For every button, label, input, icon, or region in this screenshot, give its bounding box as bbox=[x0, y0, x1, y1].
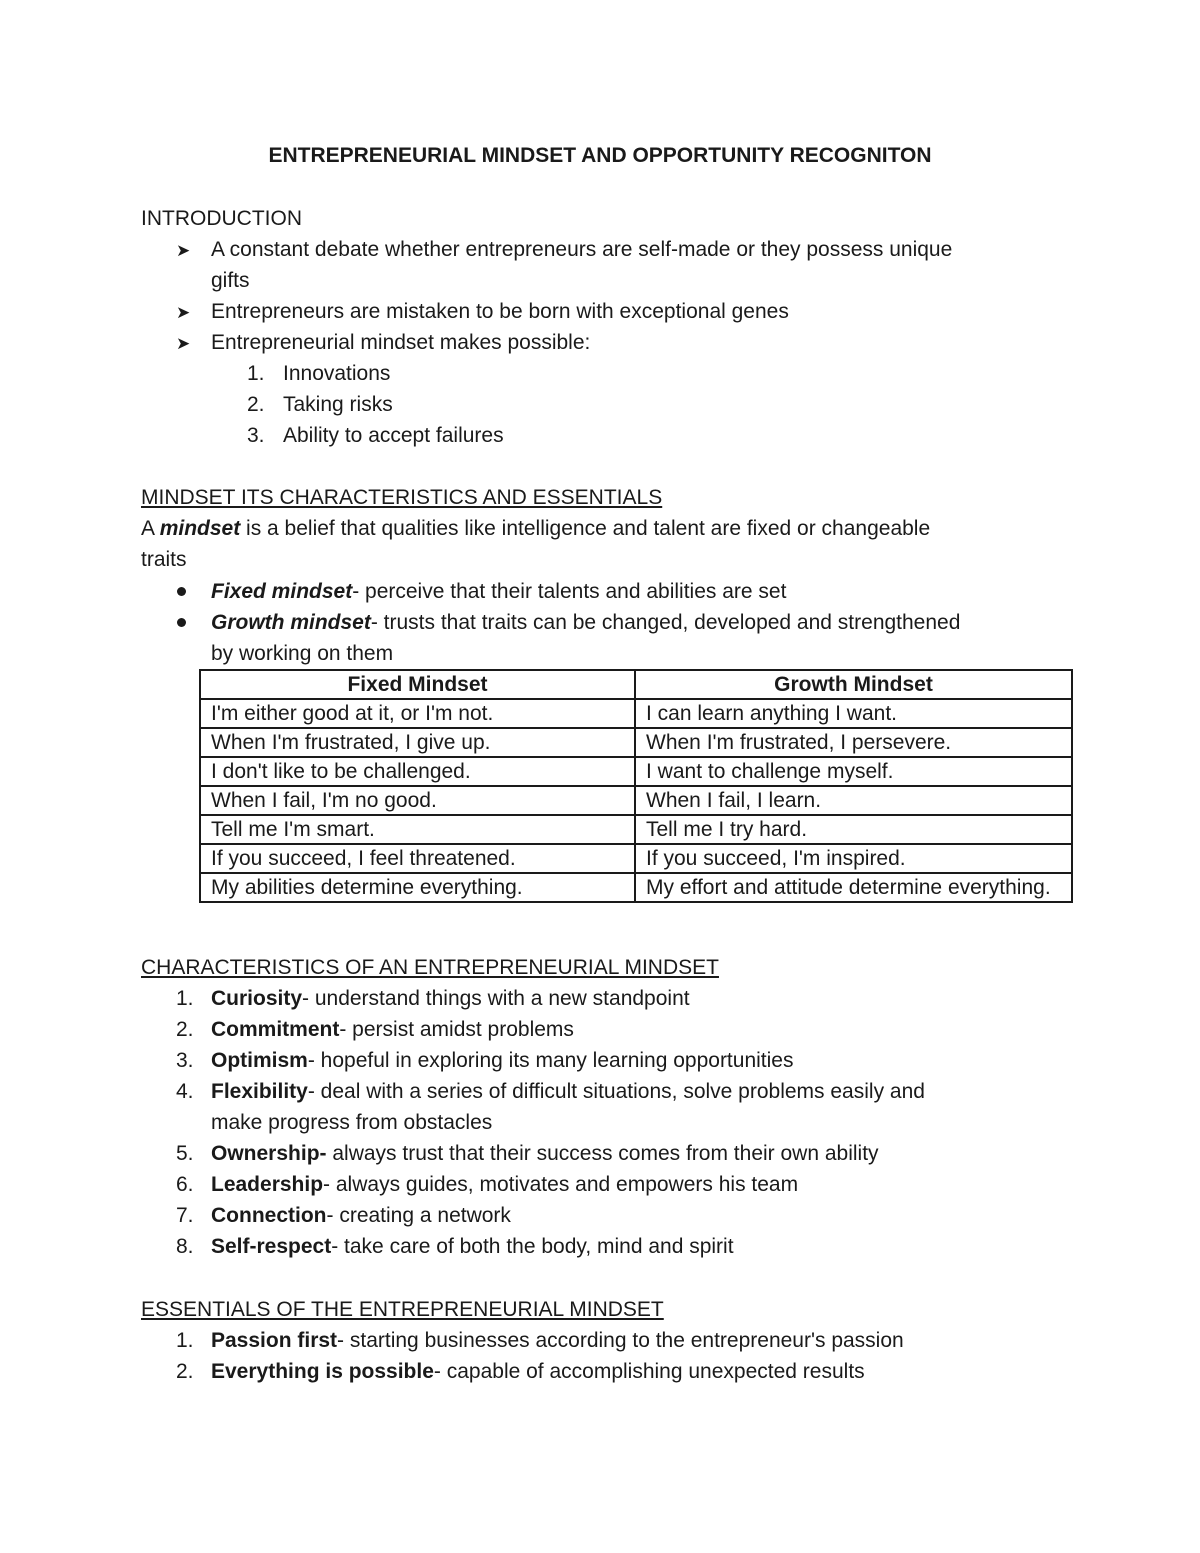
table-cell: I want to challenge myself. bbox=[635, 757, 1072, 786]
characteristic-item: Connection- creating a network bbox=[211, 1204, 511, 1227]
characteristic-item: Flexibility- deal with a series of difficult situations, solve problems easily and bbox=[211, 1080, 925, 1103]
characteristic-item-cont: make progress from obstacles bbox=[211, 1111, 493, 1134]
list-number: 3. bbox=[247, 424, 265, 447]
bullet-icon bbox=[177, 587, 186, 596]
list-number: 6. bbox=[176, 1173, 194, 1196]
characteristic-item: Curiosity- understand things with a new standpoint bbox=[211, 987, 690, 1010]
intro-bullet-1: A constant debate whether entrepreneurs are self-made or they possess unique bbox=[211, 238, 953, 261]
table-cell: I'm either good at it, or I'm not. bbox=[200, 699, 635, 728]
table-cell: When I fail, I learn. bbox=[635, 786, 1072, 815]
mindset-comparison-table bbox=[199, 669, 1073, 903]
mindset-definition: A mindset is a belief that qualities like intelligence and talent are fixed or changeable bbox=[141, 517, 931, 540]
table-cell: When I'm frustrated, I give up. bbox=[200, 728, 635, 757]
list-number: 8. bbox=[176, 1235, 194, 1258]
intro-bullet-3: Entrepreneurial mindset makes possible: bbox=[211, 331, 591, 354]
table-cell: My effort and attitude determine everything. bbox=[635, 873, 1072, 902]
list-number: 3. bbox=[176, 1049, 194, 1072]
essential-item: Everything is possible- capable of accomplishing unexpected results bbox=[211, 1360, 865, 1383]
list-number: 1. bbox=[176, 1329, 194, 1352]
list-number: 2. bbox=[176, 1018, 194, 1041]
table-cell: I don't like to be challenged. bbox=[200, 757, 635, 786]
growth-mindset-bullet: Growth mindset- trusts that traits can be changed, developed and strengthened bbox=[211, 611, 961, 634]
table-row bbox=[200, 815, 1072, 844]
table-row bbox=[200, 728, 1072, 757]
arrow-bullet-icon: ➤ bbox=[176, 241, 191, 260]
arrow-bullet-icon: ➤ bbox=[176, 303, 191, 322]
table-header-fixed: Fixed Mindset bbox=[200, 670, 635, 699]
intro-list-item-3: Ability to accept failures bbox=[283, 424, 504, 447]
fixed-mindset-bullet: Fixed mindset- perceive that their talents and abilities are set bbox=[211, 580, 787, 603]
list-number: 5. bbox=[176, 1142, 194, 1165]
intro-bullet-1-cont: gifts bbox=[211, 269, 250, 292]
mindset-definition-cont: traits bbox=[141, 548, 187, 571]
mindset-heading: MINDSET ITS CHARACTERISTICS AND ESSENTIALS bbox=[141, 486, 663, 509]
characteristic-item: Self-respect- take care of both the body, mind and spirit bbox=[211, 1235, 734, 1258]
list-number: 2. bbox=[176, 1360, 194, 1383]
growth-mindset-bullet-cont: by working on them bbox=[211, 642, 394, 665]
page-title: ENTREPRENEURIAL MINDSET AND OPPORTUNITY RECOGNITON bbox=[268, 144, 932, 167]
essential-item: Passion first- starting businesses according to the entrepreneur's passion bbox=[211, 1329, 904, 1352]
arrow-bullet-icon: ➤ bbox=[176, 334, 191, 353]
table-row bbox=[200, 786, 1072, 815]
characteristic-item: Commitment- persist amidst problems bbox=[211, 1018, 574, 1041]
list-number: 2. bbox=[247, 393, 265, 416]
intro-bullet-2: Entrepreneurs are mistaken to be born with exceptional genes bbox=[211, 300, 789, 323]
list-number: 4. bbox=[176, 1080, 194, 1103]
intro-heading: INTRODUCTION bbox=[141, 207, 302, 230]
table-row bbox=[200, 844, 1072, 873]
characteristic-item: Ownership- always trust that their success comes from their own ability bbox=[211, 1142, 879, 1165]
table-cell: My abilities determine everything. bbox=[200, 873, 635, 902]
table-cell: If you succeed, I feel threatened. bbox=[200, 844, 635, 873]
table-cell: Tell me I try hard. bbox=[635, 815, 1072, 844]
table-row bbox=[200, 757, 1072, 786]
table-row bbox=[200, 699, 1072, 728]
table-cell: When I'm frustrated, I persevere. bbox=[635, 728, 1072, 757]
list-number: 1. bbox=[176, 987, 194, 1010]
characteristics-heading: CHARACTERISTICS OF AN ENTREPRENEURIAL MINDSET bbox=[141, 956, 719, 979]
table-header-growth: Growth Mindset bbox=[635, 670, 1072, 699]
table-cell: If you succeed, I'm inspired. bbox=[635, 844, 1072, 873]
list-number: 1. bbox=[247, 362, 265, 385]
table-row bbox=[200, 873, 1072, 902]
characteristic-item: Leadership- always guides, motivates and empowers his team bbox=[211, 1173, 799, 1196]
intro-list-item-2: Taking risks bbox=[283, 393, 393, 416]
table-cell: Tell me I'm smart. bbox=[200, 815, 635, 844]
table-header-row bbox=[200, 670, 1072, 699]
intro-list-item-1: Innovations bbox=[283, 362, 391, 385]
list-number: 7. bbox=[176, 1204, 194, 1227]
bullet-icon bbox=[177, 618, 186, 627]
characteristic-item: Optimism- hopeful in exploring its many learning opportunities bbox=[211, 1049, 794, 1072]
table-cell: I can learn anything I want. bbox=[635, 699, 1072, 728]
table-cell: When I fail, I'm no good. bbox=[200, 786, 635, 815]
essentials-heading: ESSENTIALS OF THE ENTREPRENEURIAL MINDSET bbox=[141, 1298, 664, 1321]
